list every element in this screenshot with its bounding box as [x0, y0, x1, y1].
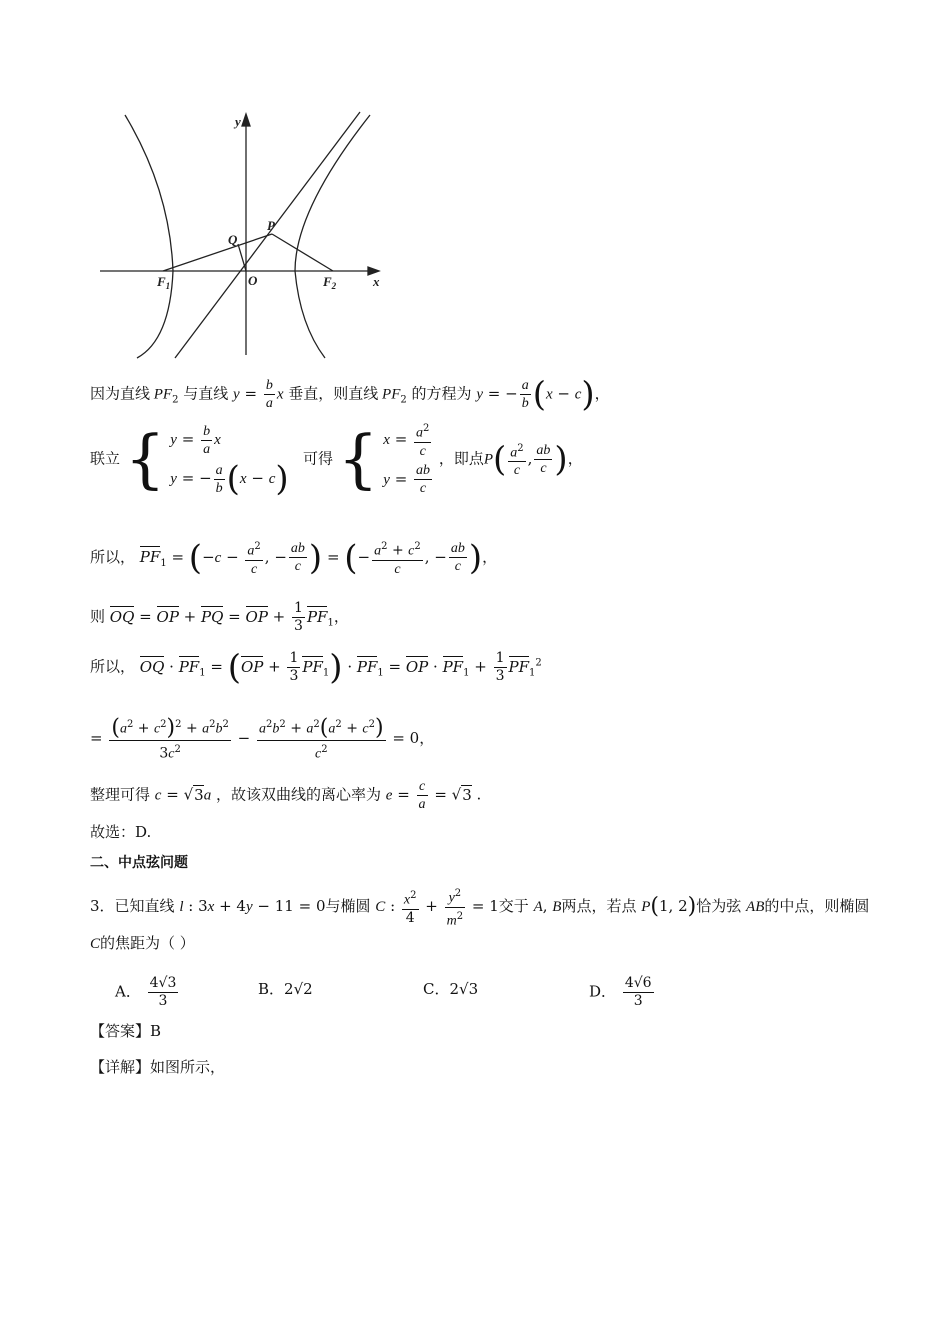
- option-d[interactable]: D． $\frac{4√6}{3}$: [589, 975, 652, 1009]
- solution-line-5: 所以， OQ · $PF_1 = (OP$ + $\frac{1}{3}$ $PF_1) \cdot PF_1$ = OP · $PF_1$ + $\frac{1}{3}$ $PF_1^2$: [90, 647, 542, 688]
- option-b[interactable]: B．2√2: [258, 980, 313, 998]
- answer-line: 【答案】B: [90, 1022, 162, 1040]
- segment-p-f2: [272, 234, 333, 271]
- label-x: x: [373, 274, 380, 289]
- section-heading: 二、中点弦问题: [90, 855, 188, 871]
- label-y: y: [235, 114, 241, 129]
- solution-line-1: 因为直线 $PF_2$ 与直线 y = $\frac{b}{a}$ x 垂直，则直线 $PF_2$ 的方程为 y = − $\frac{a}{b}$ (x − c)，: [90, 374, 610, 415]
- solution-line-2: 联立 { y = $\frac{b}{a}$ x y = − $\frac{a}{b}$ (x − c) 可得 { x = $\frac{a^2}{c}$ y = $\frac{ab}{c}$ ，即点P( $\frac{a^2}{c}$ , $\frac{ab}{c}$ )，: [90, 420, 583, 510]
- option-a[interactable]: A． $\frac{4√3}{3}$: [115, 975, 177, 1009]
- question-3-line-1: 3．已知直线 l : 3x + 4y − 11 = 0与椭圆 C : $\frac{x^2}{4}$ + $\frac{y^2}{m^2}$ = 1交于 A, B两点，若点 P(1, 2)恰为弦 AB的中点，则椭圆: [90, 885, 869, 929]
- label-f2: $F_2$: [323, 274, 337, 291]
- solution-line-7: 整理可得 c = √3a ，故该双曲线的离心率为 e = $\frac{c}{a}$ = √3 .: [90, 779, 482, 812]
- solution-line-6: = $\frac{(a^2 + c^2)^2 + a^2b^2}{3c^2}$ − $\frac{a^2b^2 + a^2(a^2 + c^2)}{c^2}$ = 0，: [90, 715, 435, 762]
- label-q: Q: [228, 232, 238, 247]
- solution-line-3: 所以， $PF_1 = (-c$ − $\frac{a^2}{c}$ , − $\frac{ab}{c}$ ) = (− $\frac{a^2 + c^2}{c}$ , − $\frac{ab}{c}$ )，: [90, 537, 498, 578]
- y-axis-arrow: [242, 114, 250, 126]
- hyperbola-right-branch: [295, 115, 370, 358]
- option-c[interactable]: C．2√3: [423, 980, 479, 998]
- label-p: P: [267, 218, 275, 233]
- label-o: O: [248, 273, 258, 288]
- segment-o-q: [238, 244, 246, 271]
- label-f1: $F_1$: [157, 274, 171, 291]
- question-3-line-2: C的焦距为（ ）: [90, 934, 195, 952]
- detail-line: 【详解】如图所示，: [90, 1058, 226, 1076]
- hyperbola-figure: [95, 110, 395, 360]
- solution-line-4: 则 OQ = OP + PQ = OP + $\frac{1}{3}$ $PF_1$，: [90, 600, 349, 634]
- hyperbola-left-branch: [125, 115, 173, 358]
- solution-line-8: 故选：D.: [90, 823, 152, 841]
- segment-f1-p: [163, 234, 272, 271]
